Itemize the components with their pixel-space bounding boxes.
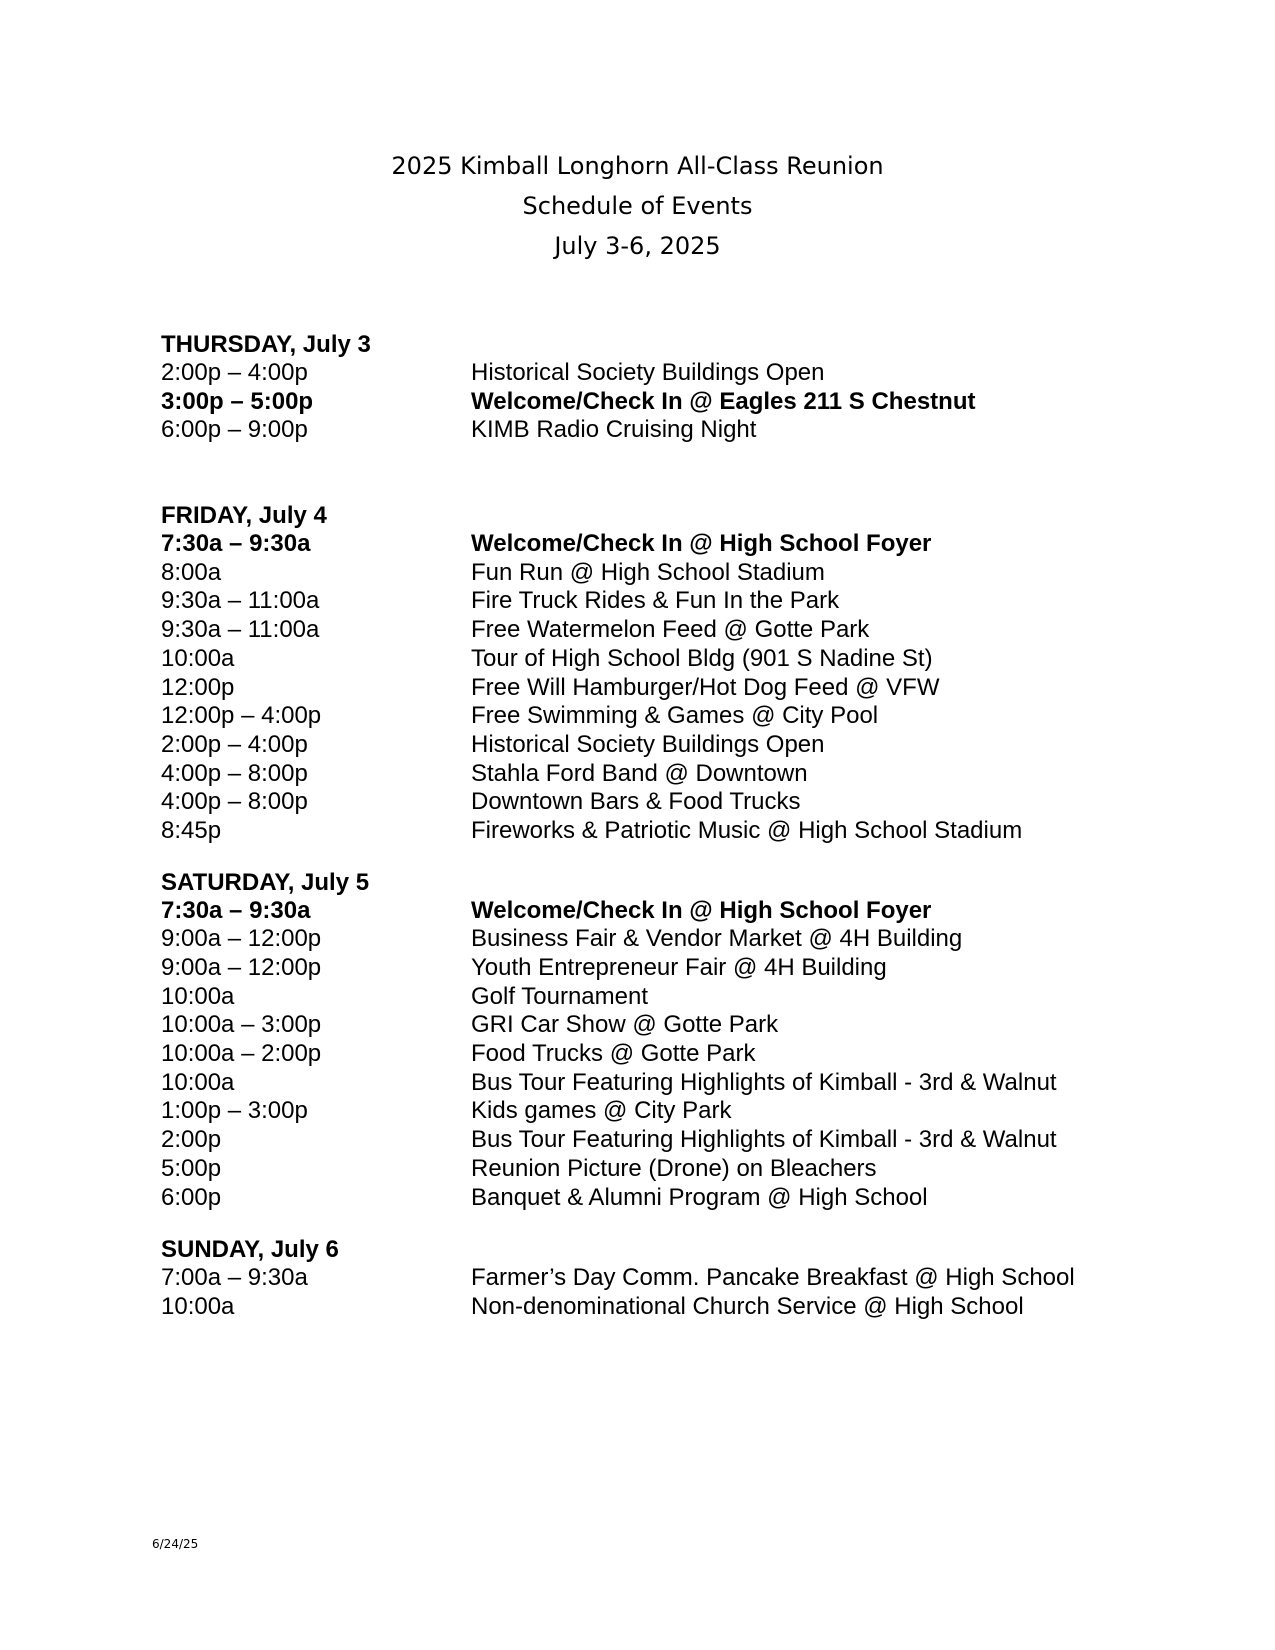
event-time: 2:00p – 4:00p xyxy=(161,359,308,386)
event-description: Banquet & Alumni Program @ High School xyxy=(471,1183,928,1211)
event-description: Fire Truck Rides & Fun In the Park xyxy=(471,587,840,615)
event-time: 2:00p – 4:00p xyxy=(161,730,308,758)
event-description: Fun Run @ High School Stadium xyxy=(471,558,825,586)
event-description: Historical Society Buildings Open xyxy=(471,730,825,758)
schedule-row xyxy=(161,1011,1211,1040)
title-line-3: July 3-6, 2025 xyxy=(554,232,721,260)
event-description: Fireworks & Patriotic Music @ High School Stadium xyxy=(471,816,1023,844)
title-line-1: 2025 Kimball Longhorn All-Class Reunion xyxy=(391,152,884,180)
schedule-row xyxy=(161,731,1211,760)
schedule-row xyxy=(161,388,1211,417)
schedule-row xyxy=(161,817,1211,846)
event-description: Free Swimming & Games @ City Pool xyxy=(471,702,879,730)
schedule-row xyxy=(161,788,1211,817)
event-description: Free Will Hamburger/Hot Dog Feed @ VFW xyxy=(471,673,940,701)
schedule-row xyxy=(161,674,1211,703)
event-description: Bus Tour Featuring Highlights of Kimball - 3rd & Walnut xyxy=(471,1068,1057,1096)
day-section xyxy=(161,330,1211,445)
schedule-row xyxy=(161,1184,1211,1213)
footer-date: 6/24/25 xyxy=(152,1537,199,1551)
schedule-row xyxy=(161,1040,1211,1069)
event-description: Welcome/Check In @ High School Foyer xyxy=(471,896,932,924)
event-time: 7:30a – 9:30a xyxy=(161,530,311,558)
event-description: Bus Tour Featuring Highlights of Kimball - 3rd & Walnut xyxy=(471,1126,1057,1154)
event-description: KIMB Radio Cruising Night xyxy=(471,416,757,444)
event-time: 9:00a – 12:00p xyxy=(161,925,322,953)
event-description: Kids games @ City Park xyxy=(471,1097,732,1125)
event-time: 12:00p xyxy=(161,673,235,701)
title-line-2: Schedule of Events xyxy=(522,192,753,220)
event-time: 12:00p – 4:00p xyxy=(161,702,322,730)
event-time: 10:00a xyxy=(161,1292,235,1320)
day-section xyxy=(161,868,1211,1213)
day-heading: SUNDAY, July 6 xyxy=(161,1236,339,1264)
event-time: 1:00p – 3:00p xyxy=(161,1097,308,1125)
event-description: Non-denominational Church Service @ High School xyxy=(471,1292,1024,1320)
schedule-row xyxy=(161,645,1211,674)
schedule-row xyxy=(161,559,1211,588)
event-time: 10:00a xyxy=(161,982,235,1010)
schedule-row xyxy=(161,760,1211,789)
event-time: 6:00p xyxy=(161,1183,222,1211)
event-description: Historical Society Buildings Open xyxy=(471,359,825,386)
event-description: Food Trucks @ Gotte Park xyxy=(471,1040,756,1068)
schedule xyxy=(161,330,1211,1322)
day-heading: SATURDAY, July 5 xyxy=(161,868,370,896)
event-time: 4:00p – 8:00p xyxy=(161,759,308,787)
schedule-row xyxy=(161,616,1211,645)
event-time: 9:30a – 11:00a xyxy=(161,587,320,615)
event-description: Business Fair & Vendor Market @ 4H Building xyxy=(471,925,963,953)
event-description: Welcome/Check In @ Eagles 211 S Chestnut xyxy=(471,387,976,415)
document-title xyxy=(0,146,1275,266)
event-time: 10:00a xyxy=(161,1068,235,1096)
schedule-row xyxy=(161,1126,1211,1155)
day-section xyxy=(161,1235,1211,1321)
schedule-row xyxy=(161,359,1211,388)
schedule-row xyxy=(161,416,1211,445)
event-time: 7:30a – 9:30a xyxy=(161,896,311,924)
event-description: Youth Entrepreneur Fair @ 4H Building xyxy=(471,954,887,981)
event-description: Downtown Bars & Food Trucks xyxy=(471,788,801,816)
event-time: 8:45p xyxy=(161,816,222,844)
event-description: Free Watermelon Feed @ Gotte Park xyxy=(471,616,870,644)
event-description: Golf Tournament xyxy=(471,982,648,1010)
event-time: 2:00p xyxy=(161,1126,222,1154)
schedule-row xyxy=(161,587,1211,616)
day-heading: THURSDAY, July 3 xyxy=(161,331,371,358)
event-time: 3:00p – 5:00p xyxy=(161,387,314,415)
schedule-row xyxy=(161,983,1211,1012)
event-time: 10:00a – 3:00p xyxy=(161,1011,322,1039)
event-time: 5:00p xyxy=(161,1154,222,1182)
event-time: 6:00p – 9:00p xyxy=(161,416,308,444)
day-heading: FRIDAY, July 4 xyxy=(161,502,327,530)
event-time: 10:00a xyxy=(161,644,235,672)
schedule-row xyxy=(161,954,1211,983)
event-time: 10:00a – 2:00p xyxy=(161,1040,322,1068)
event-time: 8:00a xyxy=(161,558,222,586)
event-description: Reunion Picture (Drone) on Bleachers xyxy=(471,1154,877,1182)
event-description: Farmer’s Day Comm. Pancake Breakfast @ High School xyxy=(471,1264,1075,1292)
schedule-row xyxy=(161,1293,1211,1322)
event-time: 4:00p – 8:00p xyxy=(161,788,308,816)
event-description: GRI Car Show @ Gotte Park xyxy=(471,1011,779,1039)
day-section xyxy=(161,501,1211,846)
schedule-row xyxy=(161,1155,1211,1184)
schedule-row xyxy=(161,702,1211,731)
event-description: Stahla Ford Band @ Downtown xyxy=(471,759,808,787)
schedule-row xyxy=(161,530,1211,559)
event-time: 9:00a – 12:00p xyxy=(161,954,322,981)
event-time: 9:30a – 11:00a xyxy=(161,616,320,644)
schedule-row xyxy=(161,925,1211,954)
schedule-row xyxy=(161,1097,1211,1126)
event-time: 7:00a – 9:30a xyxy=(161,1264,308,1292)
event-description: Welcome/Check In @ High School Foyer xyxy=(471,530,932,558)
schedule-row xyxy=(161,1069,1211,1098)
event-description: Tour of High School Bldg (901 S Nadine St) xyxy=(471,644,933,672)
schedule-row xyxy=(161,897,1211,926)
schedule-row xyxy=(161,1264,1211,1293)
